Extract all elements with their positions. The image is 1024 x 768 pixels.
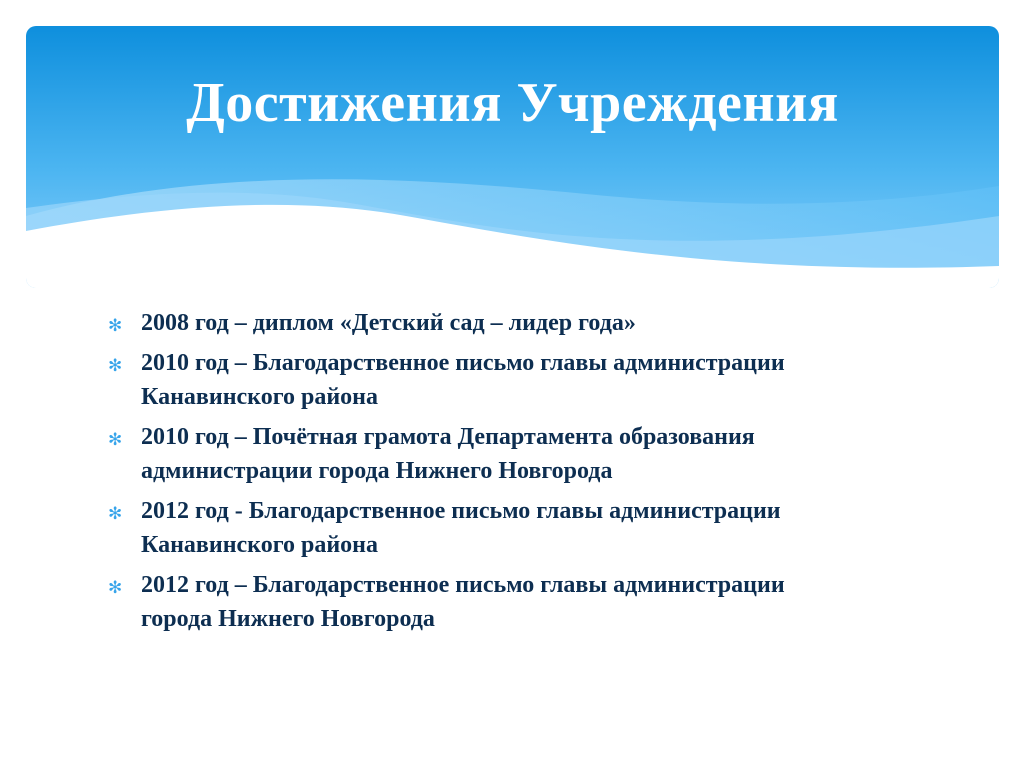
list-item-text: 2008 год – диплом «Детский сад – лидер года» [141, 310, 636, 336]
asterisk-bullet-icon: ✻ [108, 356, 123, 376]
asterisk-bullet-icon: ✻ [108, 504, 123, 524]
list-item [108, 420, 828, 488]
list-item [108, 346, 828, 414]
list-item-text: 2012 год - Благодарственное письмо главы администрации Канавинского района [141, 498, 781, 558]
asterisk-bullet-icon: ✻ [108, 316, 123, 336]
list-item [108, 494, 828, 562]
list-item-text: 2010 год – Благодарственное письмо главы администрации Канавинского района [141, 350, 785, 410]
list-item-text: 2012 год – Благодарственное письмо главы администрации города Нижнего Новгорода [141, 572, 785, 632]
slide-title: Достижения Учреждения [186, 72, 839, 134]
asterisk-bullet-icon: ✻ [108, 430, 123, 450]
list-item [108, 568, 828, 636]
achievements-list [108, 306, 828, 642]
wave-background [26, 26, 999, 288]
title-banner [26, 26, 999, 288]
list-item [108, 306, 828, 340]
list-item-text: 2010 год – Почётная грамота Департамента образования администрации города Нижнего Новгорода [141, 424, 755, 484]
asterisk-bullet-icon: ✻ [108, 578, 123, 598]
